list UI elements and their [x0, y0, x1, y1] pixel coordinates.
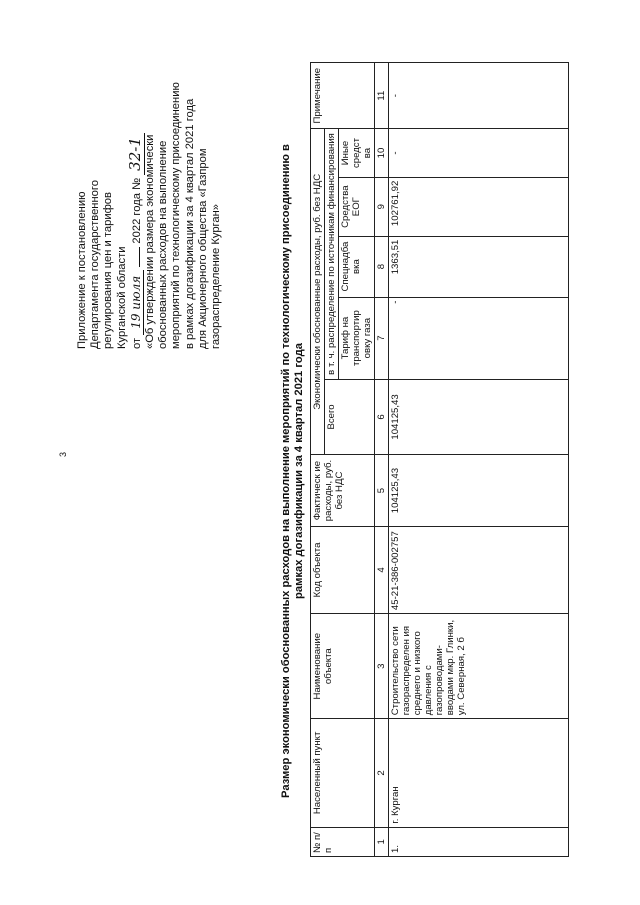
col-number: 11 [375, 63, 389, 129]
col-number: 1 [375, 827, 389, 856]
cell-other: - [389, 129, 569, 177]
header-special: Спецнадба вка [339, 236, 375, 297]
cell-tariff: - [389, 297, 569, 379]
expenses-table [310, 62, 569, 857]
cell-actual: 104125,43 [389, 455, 569, 527]
appendix-block [76, 49, 223, 349]
header-actual-expenses: Фактическ ие расходы, руб. без НДС [311, 455, 375, 527]
appendix-line: Департамента государственного [89, 180, 102, 349]
header-row [311, 63, 325, 857]
year-text: 2022 года № [130, 177, 143, 244]
col-number: 10 [375, 129, 389, 177]
cell-object-code: 45-21-386-002757 [389, 526, 569, 613]
appendix-line: для Акционерного общества «Газпром [196, 148, 209, 349]
handwritten-date: 19 июля [129, 270, 144, 335]
col-number: 3 [375, 614, 389, 719]
header-econ-expenses: Экономически обоснованные расходы, руб. без НДС [311, 129, 325, 455]
appendix-line: Приложение к постановлению [76, 191, 88, 349]
col-number: 6 [375, 379, 389, 455]
header-other: Иные средст ва [339, 129, 375, 177]
appendix-line: Курганской области [115, 246, 128, 349]
col-number: 2 [375, 719, 389, 827]
cell-settlement: г. Курган [389, 719, 569, 827]
appendix-line: газораспределение Курган» [210, 204, 223, 349]
column-number-row [375, 63, 389, 857]
col-number: 9 [375, 177, 389, 236]
blank-line [139, 247, 140, 267]
header-note: Примечание [311, 63, 375, 129]
appendix-line: мероприятий по технологическому присоединению [170, 82, 183, 349]
cell-note: - [389, 63, 569, 129]
header-incl-distribution: в т. ч. распределение по источникам финансирования [325, 129, 339, 379]
page-number: 3 [58, 451, 68, 457]
appendix-line: «Об утверждении размера экономически [144, 134, 157, 349]
header-tariff: Тариф на транспортир овку газа [339, 297, 375, 379]
col-number: 7 [375, 297, 389, 379]
appendix-date-line [125, 49, 144, 349]
col-number: 4 [375, 526, 389, 613]
cell-num: 1. [389, 827, 569, 856]
cell-total: 104125,43 [389, 379, 569, 455]
header-num: № п/п [311, 827, 375, 856]
appendix-line: обоснованных расходов на выполнение [157, 140, 170, 349]
col-number: 5 [375, 455, 389, 527]
header-object-name: Наименование объекта [311, 614, 375, 719]
col-number: 8 [375, 236, 389, 297]
handwritten-number: 32-1 [126, 133, 145, 175]
cell-object-name: Строительство сети газораспределен ия среднего и низкого давления с газопроводами-вводами мкр. Глинки, ул. Северная, 2 б [389, 614, 569, 719]
header-settlement: Населенный пункт [311, 719, 375, 827]
cell-special: 1363,51 [389, 236, 569, 297]
date-prefix: от [130, 337, 143, 349]
cell-eog: 102761,92 [389, 177, 569, 236]
table-row [389, 63, 569, 857]
page-title [280, 121, 306, 821]
header-object-code: Код объекта [311, 526, 375, 613]
appendix-line: в рамках догазификации за 4 квартал 2021 года [183, 98, 196, 349]
header-total: Всего [325, 379, 375, 455]
title-line: рамках догазификации за 4 квартал 2021 года [293, 343, 305, 599]
appendix-line: регулирования цен и тарифов [102, 192, 115, 349]
header-eog: Средства ЕОГ [339, 177, 375, 236]
title-line: Размер экономически обоснованных расходов на выполнение мероприятий по технологическому присоединению в [280, 144, 292, 798]
